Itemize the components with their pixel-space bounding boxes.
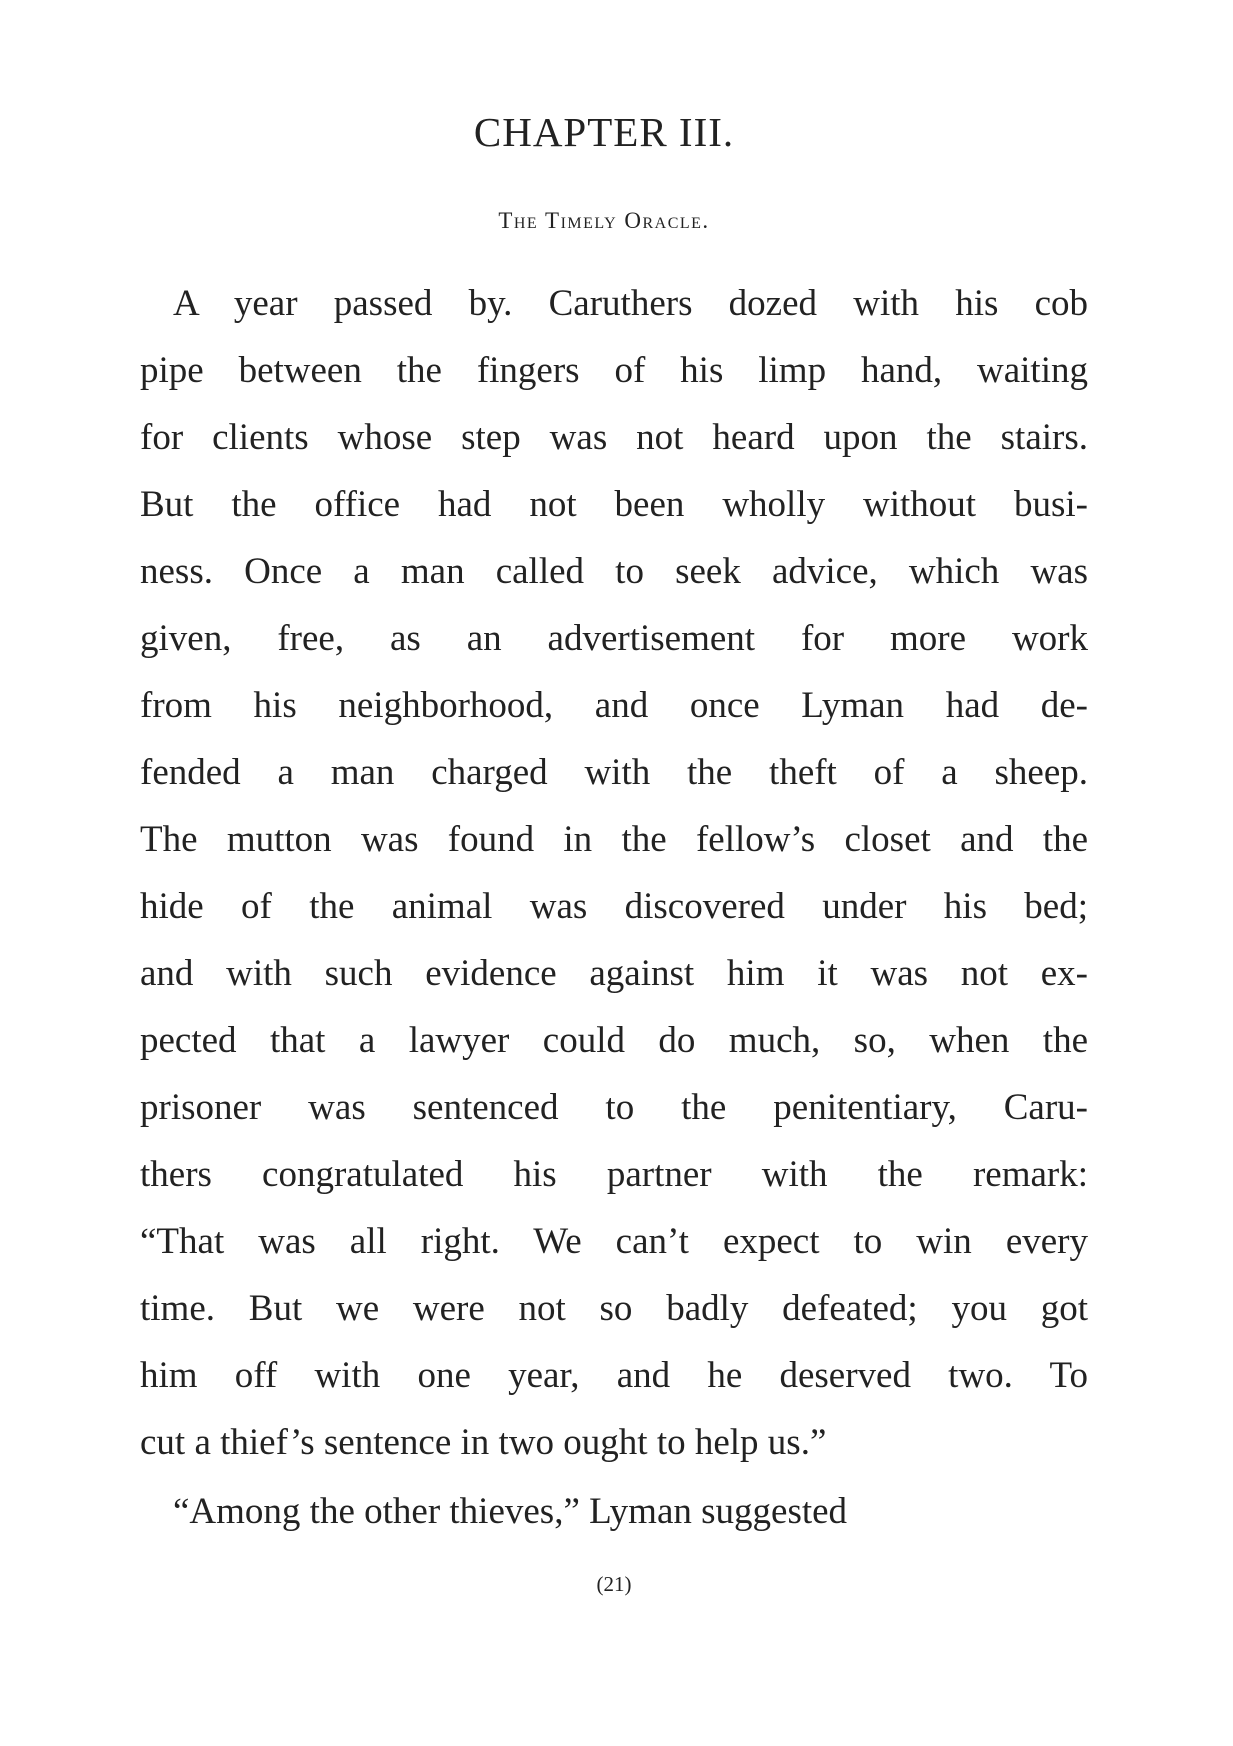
text-line: The mutton was found in the fellow’s closet and the <box>140 819 1088 860</box>
text-line: pipe between the fingers of his limp hand, waiting <box>140 350 1088 391</box>
text-line: “Among the other thieves,” Lyman suggested <box>173 1491 848 1532</box>
text-line: thers congratulated his partner with the remark: <box>140 1154 1088 1195</box>
chapter-title: CHAPTER III. <box>473 109 735 155</box>
text-line: given, free, as an advertisement for more work <box>140 618 1088 659</box>
text-line: him off with one year, and he deserved two. To <box>140 1355 1088 1396</box>
text-line: and with such evidence against him it was not ex- <box>140 953 1088 994</box>
text-line: for clients whose step was not heard upon the stairs. <box>140 417 1088 458</box>
text-line: But the office had not been wholly without busi- <box>140 484 1088 525</box>
text-line: fended a man charged with the theft of a sheep. <box>140 752 1088 793</box>
text-line: A year passed by. Caruthers dozed with his cob <box>173 283 1088 324</box>
page-number: (21) <box>596 1572 632 1596</box>
text-line: from his neighborhood, and once Lyman had de- <box>140 685 1088 726</box>
text-line: cut a thief’s sentence in two ought to help us.” <box>140 1422 827 1463</box>
chapter-subtitle: The Timely Oracle. <box>498 208 710 233</box>
text-line: pected that a lawyer could do much, so, when the <box>140 1020 1088 1061</box>
text-line: ness. Once a man called to seek advice, which was <box>140 551 1088 592</box>
text-line: “That was all right. We can’t expect to win every <box>140 1221 1088 1262</box>
text-line: hide of the animal was discovered under his bed; <box>140 886 1088 927</box>
body-text <box>140 270 1088 1545</box>
text-line: prisoner was sentenced to the penitentiary, Caru- <box>140 1087 1088 1128</box>
text-line: time. But we were not so badly defeated; you got <box>140 1288 1088 1329</box>
